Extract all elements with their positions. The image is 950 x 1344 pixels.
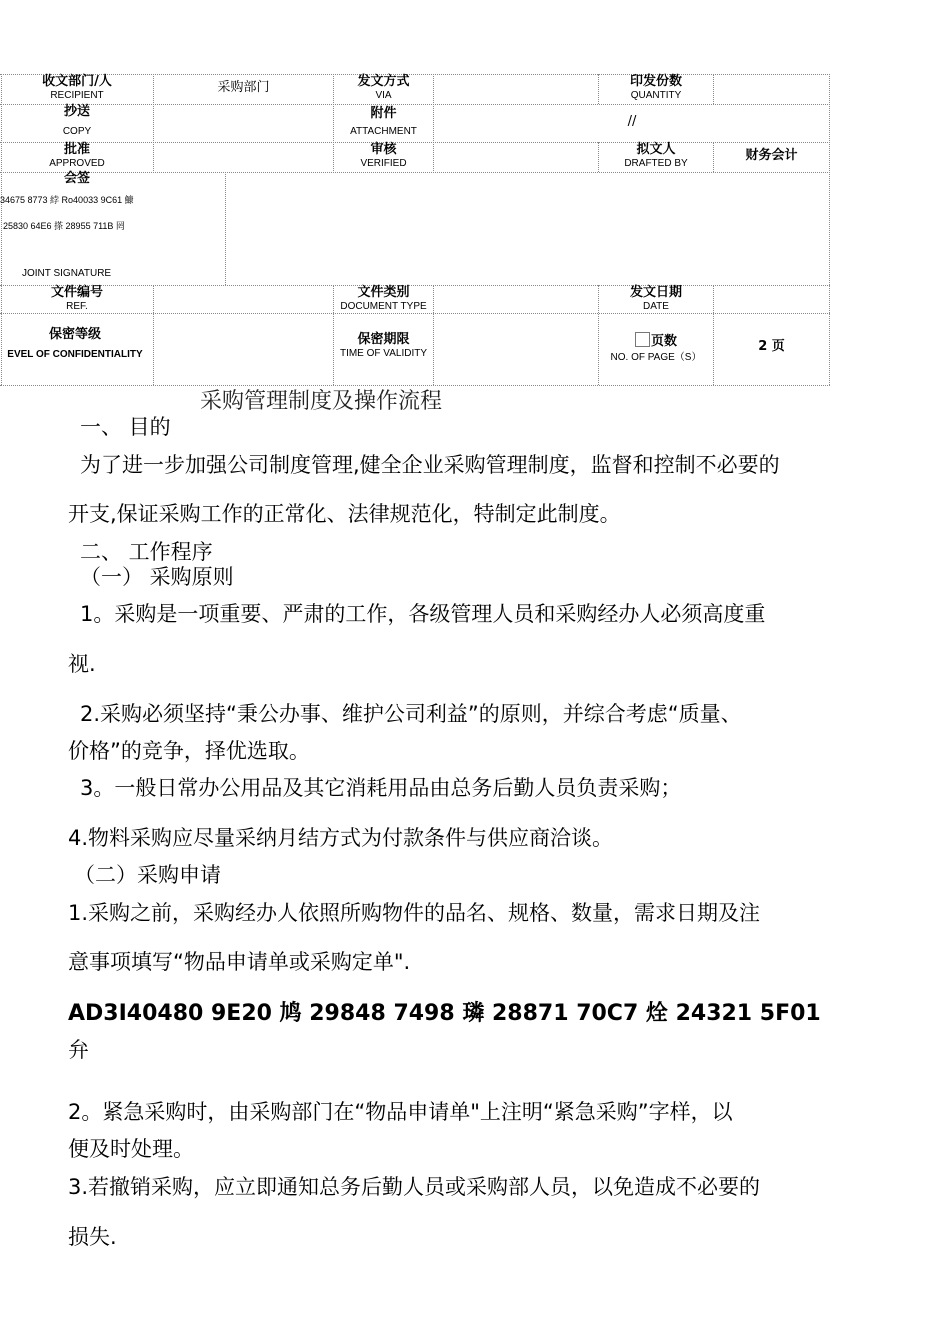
- principle-4: 4.物料采购应尽量采纳月结方式为付款条件与供应商洽谈。: [68, 826, 614, 850]
- pages-label: 页数 NO. OF PAGE（S）: [610, 334, 702, 363]
- joint-label: 会签: [63, 171, 90, 186]
- paragraph-1-line-2: 开支,保证采购工作的正常化、法律规范化，特制定此制度。: [68, 502, 621, 526]
- via-label: 发文方式 VIA: [357, 74, 410, 101]
- ref-label: 文件编号 REF.: [50, 285, 103, 312]
- code-line-1: AD3I40480 9E20 鸠 29848 7498 璘 28871 70C7 烇 24321 5F01: [68, 1001, 821, 1026]
- principle-1-line-2: 视.: [68, 652, 96, 676]
- joint-code-line-2: 25830 64E6 搽 28955 711B 罔: [3, 221, 125, 231]
- pages-checkbox[interactable]: [635, 332, 650, 347]
- header-form: [0, 0, 950, 390]
- approved-label: 批准 APPROVED: [49, 142, 105, 169]
- joint-code-line-1: 34675 8773 綍 Ro40033 9C61 鱇: [0, 195, 134, 205]
- verified-label: 审核 VERIFIED: [360, 142, 407, 169]
- principle-1-line-1: 1。采购是一项重要、严肃的工作，各级管理人员和采购经办人必须高度重: [80, 602, 766, 626]
- recipient-label: 收文部门/人 RECIPIENT: [42, 74, 112, 101]
- section-2-heading: 二、 工作程序: [80, 540, 213, 564]
- request-1-line-2: 意事项填写“物品申请单或采购定单".: [68, 950, 411, 974]
- principle-3: 3。一般日常办公用品及其它消耗用品由总务后勤人员负责采购；: [80, 776, 682, 800]
- request-1-line-1: 1.采购之前，采购经办人依照所购物件的品名、规格、数量，需求日期及注: [68, 901, 761, 925]
- quantity-label: 印发份数 QUANTITY: [629, 74, 682, 101]
- code-line-2: 弁: [68, 1038, 89, 1062]
- recipient-value[interactable]: 采购部门: [217, 80, 270, 95]
- date-label: 发文日期 DATE: [629, 285, 682, 312]
- doctype-label: 文件类别 DOCUMENT TYPE: [340, 285, 427, 312]
- document-title: 采购管理制度及操作流程: [200, 389, 443, 414]
- request-3-line-2: 损失.: [68, 1225, 117, 1249]
- paragraph-1-line-1: 为了进一步加强公司制度管理,健全企业采购管理制度，监督和控制不必要的: [80, 453, 780, 477]
- joint-en-label: JOINT SIGNATURE: [22, 268, 112, 279]
- attachment-label: 附件 ATTACHMENT: [350, 106, 417, 137]
- validity-label: 保密期限 TIME OF VALIDITY: [339, 332, 428, 359]
- attachment-value[interactable]: //: [627, 114, 637, 129]
- request-2-line-2: 便及时处理。: [68, 1137, 194, 1161]
- joint-signature-area[interactable]: [226, 173, 829, 285]
- confidentiality-label: 保密等级 EVEL OF CONFIDENTIALITY: [7, 327, 143, 360]
- principle-2-line-2: 价格”的竞争，择优选取。: [68, 739, 310, 763]
- subsection-request-heading: （二）采购申请: [74, 863, 221, 887]
- drafted-value[interactable]: 财务会计: [745, 148, 798, 163]
- pages-value[interactable]: 2 页: [758, 339, 785, 354]
- subsection-principles-heading: （一） 采购原则: [80, 565, 234, 589]
- copy-label: 抄送 COPY: [62, 104, 92, 137]
- principle-2-line-1: 2.采购必须坚持“秉公办事、维护公司利益”的原则，并综合考虑“质量、: [80, 702, 742, 726]
- drafted-label: 拟文人 DRAFTED BY: [624, 142, 688, 169]
- section-1-heading: 一、 目的: [80, 415, 171, 439]
- request-3-line-1: 3.若撤销采购，应立即通知总务后勤人员或采购部人员，以免造成不必要的: [68, 1175, 761, 1199]
- request-2-line-1: 2。紧急采购时，由采购部门在“物品申请单"上注明“紧急采购”字样，以: [68, 1100, 733, 1124]
